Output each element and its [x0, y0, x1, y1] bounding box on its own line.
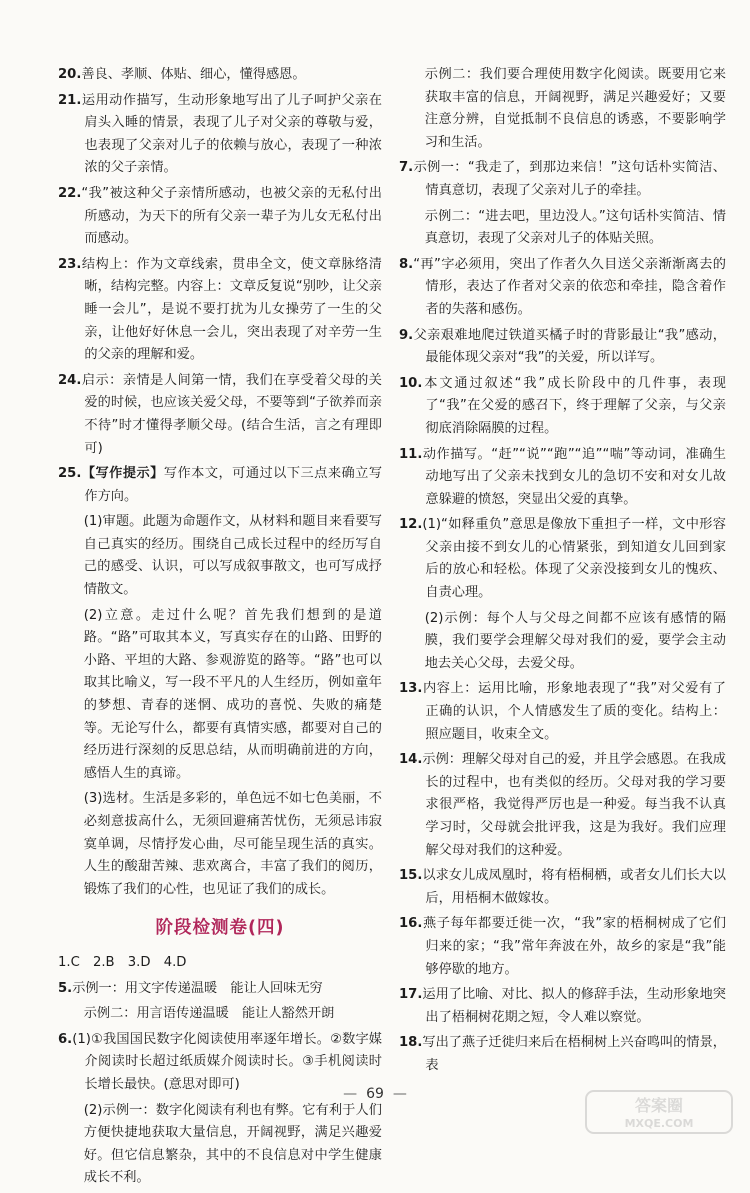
answer-12: 12.(1)“如释重负”意思是像放下重担子一样，文中形容父亲由接不到女儿的心情紧张，到知道女儿回到家后的放心和轻松。体现了父亲没接到女儿的愧疚、自责心理。 [399, 517, 726, 601]
answer-24: 24.启示：亲情是人间第一情，我们在享受着父母的关爱的时候，也应该关爱父母，不要等到“子欲养而亲不待”时才懂得孝顺父母。(结合生活，言之有理即可) [58, 372, 382, 456]
answer-23: 23.结构上：作为文章线索，贯串全文，使文章脉络清晰，结构完整。内容上：文章反复说“别吵，让父亲睡一会儿”，是说不要打扰为儿女操劳了一生的父亲，让他好好休息一会儿，突出表现了对辛劳一生的父亲的理解和爱。 [58, 256, 382, 363]
dash-left: — [343, 1086, 358, 1102]
answer-16: 16.燕子每年都要迁徙一次，“我”家的梧桐树成了它们归来的家；“我”常年奔波在外，故乡的家是“我”能够停歇的地方。 [399, 916, 726, 977]
watermark-url: MXQE.COM [624, 1117, 694, 1130]
watermark-logo [584, 1089, 734, 1135]
answer-14: 14.示例：理解父母对自己的爱，并且学会感恩。在我成长的过程中，也有类似的经历。父母对我的学习要求很严格，我觉得严厉也是一种爱。每当我不认真学习时，父母就会批评我，这是为我好。我们应理解父母对我们的这种爱。 [399, 752, 726, 858]
answer-25-part3: (3)选材。生活是多彩的，单色远不如七色美丽，不必刻意拔高什么，无须回避痛苦忧伤，无须忌讳寂寞单调，尽情抒发心曲，尽可能呈现生活的真实。人生的酸甜苦辣、悲欢离合，丰富了我们的阅历，锻炼了我们的心性，也见证了我们的成长。 [83, 791, 382, 897]
left-column [58, 64, 382, 1193]
answer-21: 21.运用动作描写，生动形象地写出了儿子呵护父亲在肩头入睡的情景，表现了儿子对父亲的尊敬与爱，也表现了父亲对儿子的依赖与放心，表现了一种浓浓的父子亲情。 [58, 92, 382, 176]
answer-8: 8.“再”字必须用，突出了作者久久目送父亲渐渐离去的情形，表达了作者对父亲的依恋和牵挂，隐含着作者的失落和感伤。 [399, 256, 726, 317]
answer-5-example1: 5.示例一：用文字传递温暖 能让人回味无穷 [58, 980, 323, 996]
answer-11: 11.动作描写。“赶”“说”“跑”“追”“喘”等动词，准确生动地写出了父亲未找到女儿的急切不安和对女儿故意躲避的愤怒，突显出父爱的真挚。 [399, 446, 726, 507]
answer-17: 17.运用了比喻、对比、拟人的修辞手法，生动形象地突出了梧桐树花期之短，令人难以察觉。 [399, 987, 726, 1025]
answer-12-part2: (2)示例：每个人与父母之间都不应该有感情的隔膜，我们要学会理解父母对我们的爱，要学会主动地去关心父母，去爱父母。 [424, 610, 726, 671]
answer-6-part2: (2)示例一：数字化阅读有利也有弊。它有利于人们方便快捷地获取大量信息，开阔视野，满足兴趣爱好。但它信息繁杂，其中的不良信息对中学生健康成长不利。 [83, 1102, 382, 1186]
watermark-text: 答案圈 [634, 1096, 684, 1115]
page-number-value: 69 [366, 1086, 384, 1102]
dash-right: — [392, 1086, 407, 1102]
writing-hint-heading: 【写作提示】 [81, 466, 164, 482]
answer-25-part2: (2)立意。走过什么呢？首先我们想到的是道路。“路”可取其本义，写真实存在的山路、田野的小路、平坦的大路、参观游览的路等。“路”也可以取其比喻义，写一段不平凡的人生经历，例如童年的梦想、青春的迷惘、成功的喜悦、失败的痛楚等。无论写什么，都要有真情实感，都要对自己的经历进行深刻的反思总结，从而明确前进的方向，感悟人生的真谛。 [83, 607, 382, 781]
answer-22: 22.“我”被这种父子亲情所感动，也被父亲的无私付出所感动，为天下的所有父亲一辈子为儿女无私付出而感动。 [58, 185, 382, 247]
answer-18: 18.写出了燕子迁徙归来后在梧桐树上兴奋鸣叫的情景，表 [399, 1035, 726, 1073]
answer-10: 10.本文通过叙述“我”成长阶段中的几件事，表现了“我”在父爱的感召下，终于理解了父亲，与父亲彻底消除隔膜的过程。 [399, 375, 726, 436]
section-title: 阶段检测卷(四) [155, 918, 285, 939]
answer-6-part1: 6.(1)①我国国民数字化阅读使用率逐年增长。②数字媒介阅读时长超过纸质媒介阅读时长。③手机阅读时长增长最快。(意思对即可) [58, 1031, 382, 1092]
answer-25-part1: (1)审题。此题为命题作文，从材料和题目来看要写自己真实的经历。围绕自己成长过程中的经历写自己的感受、认识，可以写成叙事散文，也可写成抒情散文。 [83, 514, 382, 598]
answer-13: 13.内容上：运用比喻，形象地表现了“我”对父爱有了正确的认识，个人情感发生了质的变化。结构上：照应题目，收束全文。 [399, 681, 726, 742]
answer-7-example1: 7.示例一：“我走了，到那边来信！”这句话朴实简洁、情真意切，表现了父亲对儿子的牵挂。 [399, 160, 726, 198]
answers-1-4: 1.C 2.B 3.D 4.D [58, 954, 187, 970]
answer-7-example2: 示例二：“进去吧，里边没人。”这句话朴实简洁、情真意切，表现了父亲对儿子的体贴关照。 [424, 208, 726, 247]
answer-20: 20.善良、孝顺、体贴、细心，懂得感恩。 [58, 67, 306, 82]
answer-9: 9.父亲艰难地爬过铁道买橘子时的背影最让“我”感动，最能体现父亲对“我”的关爱，所以详写。 [399, 327, 726, 366]
right-column [399, 64, 726, 1081]
answer-25: 25.【写作提示】写作本文，可通过以下三点来确立写作方向。 [58, 466, 383, 504]
answer-6-example2: 示例二：我们要合理使用数字化阅读。既要用它来获取丰富的信息，开阔视野，满足兴趣爱好；又要注意分辨，自觉抵制不良信息的诱惑，不要影响学习和生活。 [424, 67, 726, 150]
answer-5-example2: 示例二：用言语传递温暖 能让人豁然开朗 [83, 1006, 335, 1022]
answer-15: 15.以求女儿成凤凰时，将有梧桐栖，或者女儿们长大以后，用梧桐木做嫁妆。 [399, 868, 726, 906]
